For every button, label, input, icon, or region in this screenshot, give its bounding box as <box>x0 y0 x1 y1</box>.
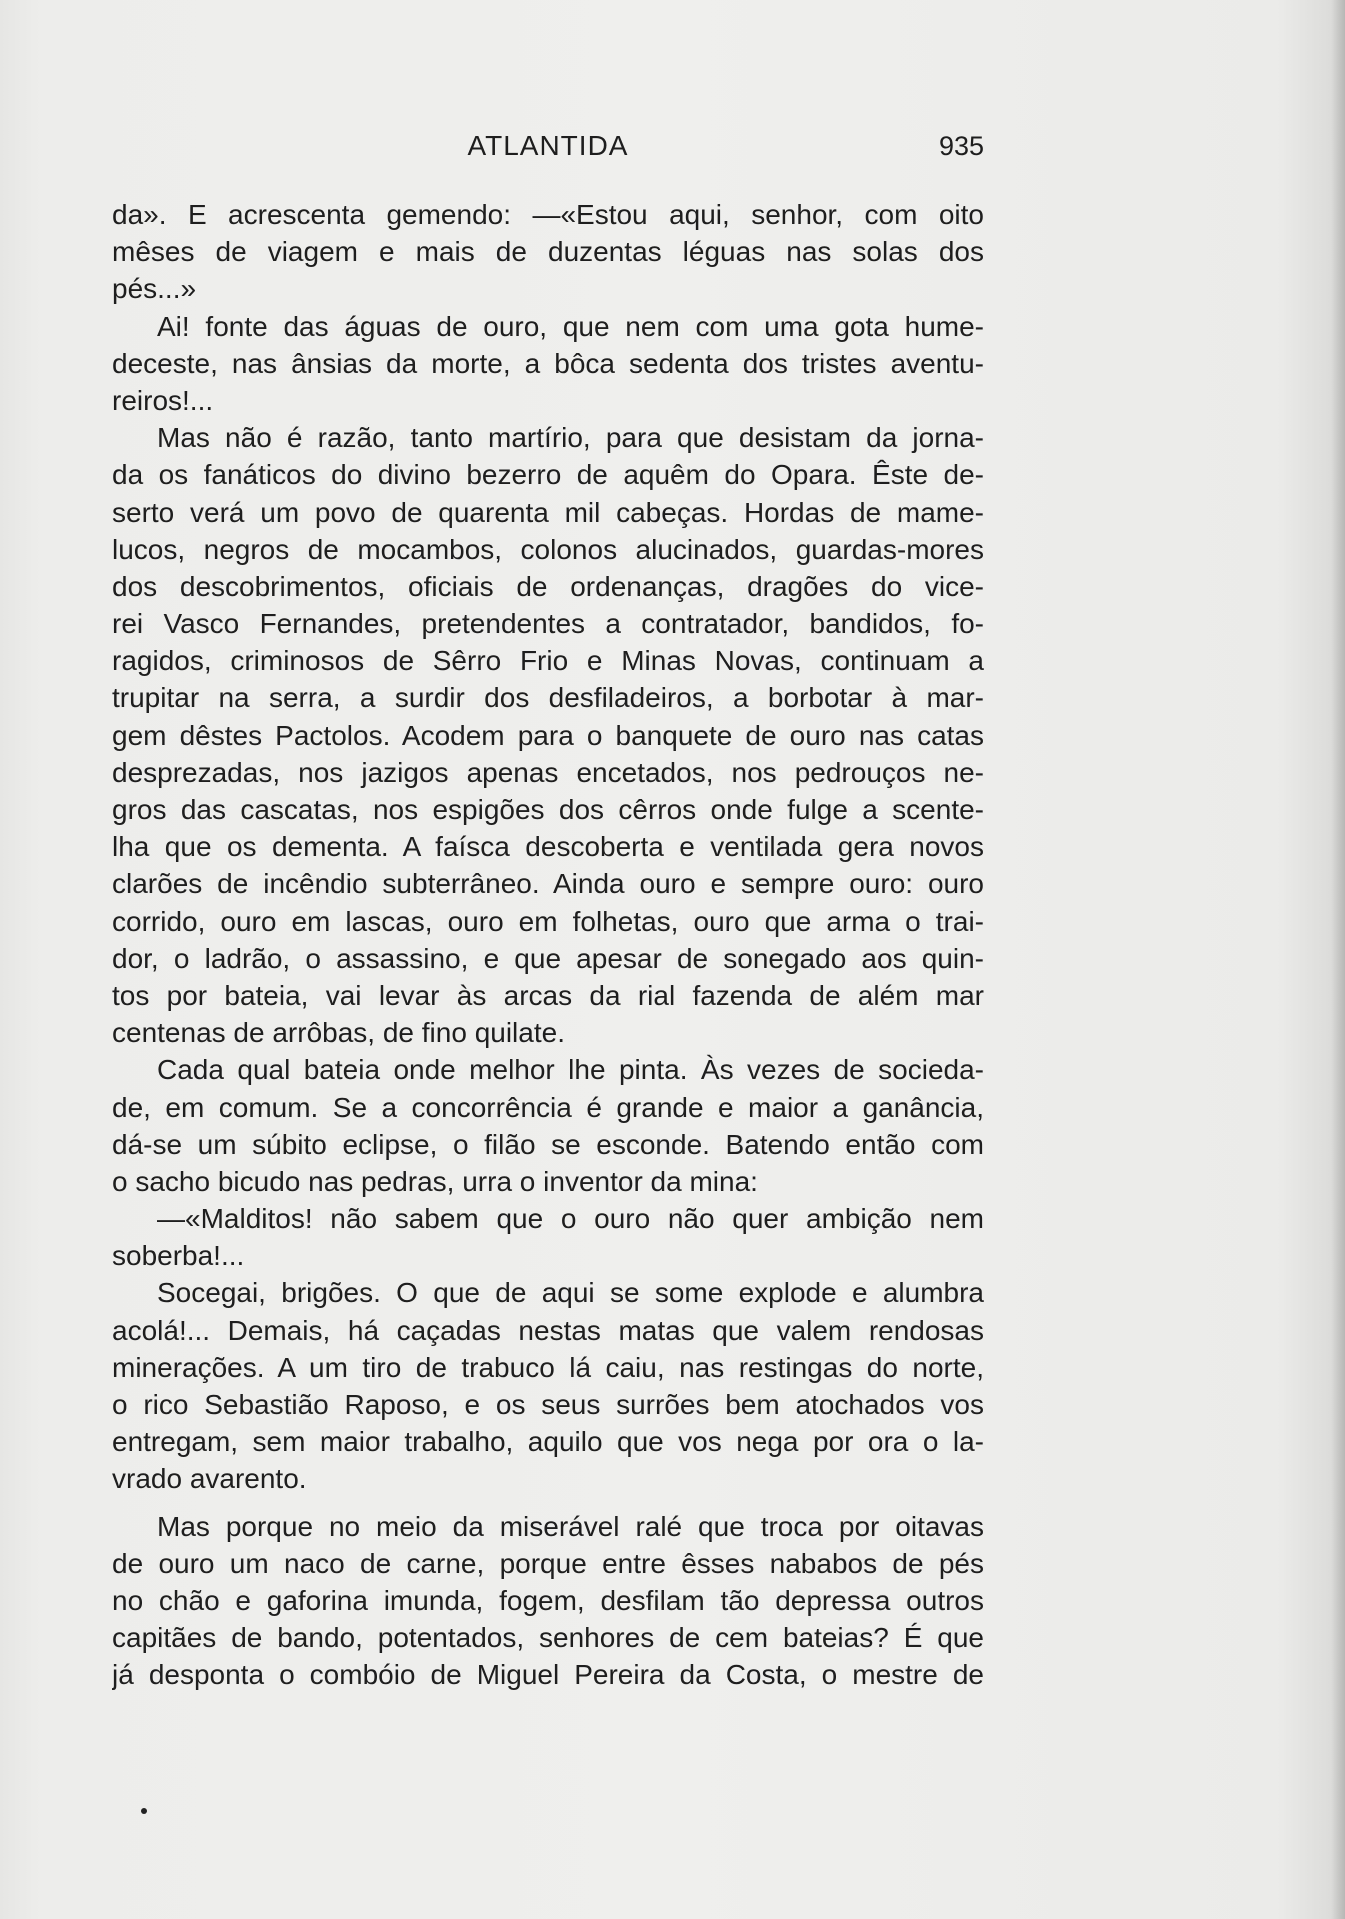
text-line: da os fanáticos do divino bezerro de aquêm do Opara. Êste de- <box>112 459 984 491</box>
body-text <box>112 196 984 1694</box>
text-line: rei Vasco Fernandes, pretendentes a contratador, bandidos, fo- <box>112 608 984 640</box>
text-line: corrido, ouro em lascas, ouro em folhetas, ouro que arma o trai- <box>112 905 984 937</box>
text-line: lucos, negros de mocambos, colonos alucinados, guardas-mores <box>112 533 984 565</box>
text-line: centenas de arrôbas, de fino quilate. <box>112 1017 565 1049</box>
text-line: mêses de viagem e mais de duzentas léguas nas solas dos <box>112 236 984 268</box>
text-line: o rico Sebastião Raposo, e os seus surrões bem atochados vos <box>112 1389 984 1420</box>
text-line: de, em comum. Se a concorrência é grande e maior a ganância, <box>112 1091 984 1123</box>
text-line: gros das cascatas, nos espigões dos cêrros onde fulge a scente- <box>112 794 984 825</box>
text-line: Mas porque no meio da miserável ralé que troca por oitavas <box>157 1510 984 1542</box>
text-line: clarões de incêndio subterrâneo. Ainda ouro e sempre ouro: ouro <box>112 868 984 900</box>
text-line: soberba!... <box>112 1240 245 1272</box>
text-line: dor, o ladrão, o assassino, e que apesar de sonegado aos quin- <box>112 942 984 974</box>
text-line: capitães de bando, potentados, senhores de cem bateias? É que <box>112 1622 984 1654</box>
text-line: serto verá um povo de quarenta mil cabeças. Hordas de mame- <box>112 496 984 528</box>
running-title: ATLANTIDA <box>467 130 629 161</box>
text-line: —«Malditos! não sabem que o ouro não quer ambição nem <box>157 1203 984 1235</box>
text-line: minerações. A um tiro de trabuco lá caiu, nas restingas do norte, <box>112 1351 984 1383</box>
page-edge-shadow <box>1331 0 1345 1919</box>
text-line: tos por bateia, vai levar às arcas da rial fazenda de além mar <box>112 979 984 1011</box>
text-line: Socegai, brigões. O que de aqui se some explode e alumbra <box>157 1277 984 1309</box>
text-line: da». E acrescenta gemendo: —«Estou aqui, senhor, com oito <box>112 199 984 230</box>
text-line: já desponta o combóio de Miguel Pereira da Costa, o mestre de <box>112 1659 984 1691</box>
text-line: deceste, nas ânsias da morte, a bôca sedenta dos tristes aventu- <box>112 347 984 379</box>
text-line: Mas não é razão, tanto martírio, para que desistam da jorna- <box>157 422 984 454</box>
text-line: reiros!... <box>112 384 214 416</box>
text-line: gem dêstes Pactolos. Acodem para o banquete de ouro nas catas <box>112 719 984 751</box>
ink-speck <box>141 1808 147 1814</box>
text-line: dos descobrimentos, oficiais de ordenanças, dragões do vice- <box>112 570 984 602</box>
text-line: no chão e gaforina imunda, fogem, desfilam tão depressa outros <box>112 1584 984 1616</box>
text-line: trupitar na serra, a surdir dos desfiladeiros, a borbotar à mar- <box>112 682 984 714</box>
page-number: 935 <box>938 131 984 161</box>
running-head <box>112 126 984 166</box>
text-line: pés...» <box>112 273 197 305</box>
text-line: o sacho bicudo nas pedras, urra o inventor da mina: <box>112 1165 758 1197</box>
text-line: entregam, sem maior trabalho, aquilo que vos nega por ora o la- <box>112 1426 984 1458</box>
text-line: lha que os dementa. A faísca descoberta e ventilada gera novos <box>112 831 984 863</box>
text-line: desprezadas, nos jazigos apenas encetados, nos pedrouços ne- <box>112 756 984 788</box>
text-line: ragidos, criminosos de Sêrro Frio e Minas Novas, continuam a <box>112 645 984 677</box>
text-line: Cada qual bateia onde melhor lhe pinta. Às vezes de socieda- <box>157 1054 984 1086</box>
text-line: acolá!... Demais, há caçadas nestas matas que valem rendosas <box>112 1314 984 1346</box>
text-line: de ouro um naco de carne, porque entre êsses nababos de pés <box>112 1547 984 1579</box>
text-line: vrado avarento. <box>112 1463 307 1495</box>
text-line: dá-se um súbito eclipse, o filão se esconde. Batendo então com <box>112 1128 984 1160</box>
text-line: Ai! fonte das águas de ouro, que nem com uma gota hume- <box>157 310 984 342</box>
